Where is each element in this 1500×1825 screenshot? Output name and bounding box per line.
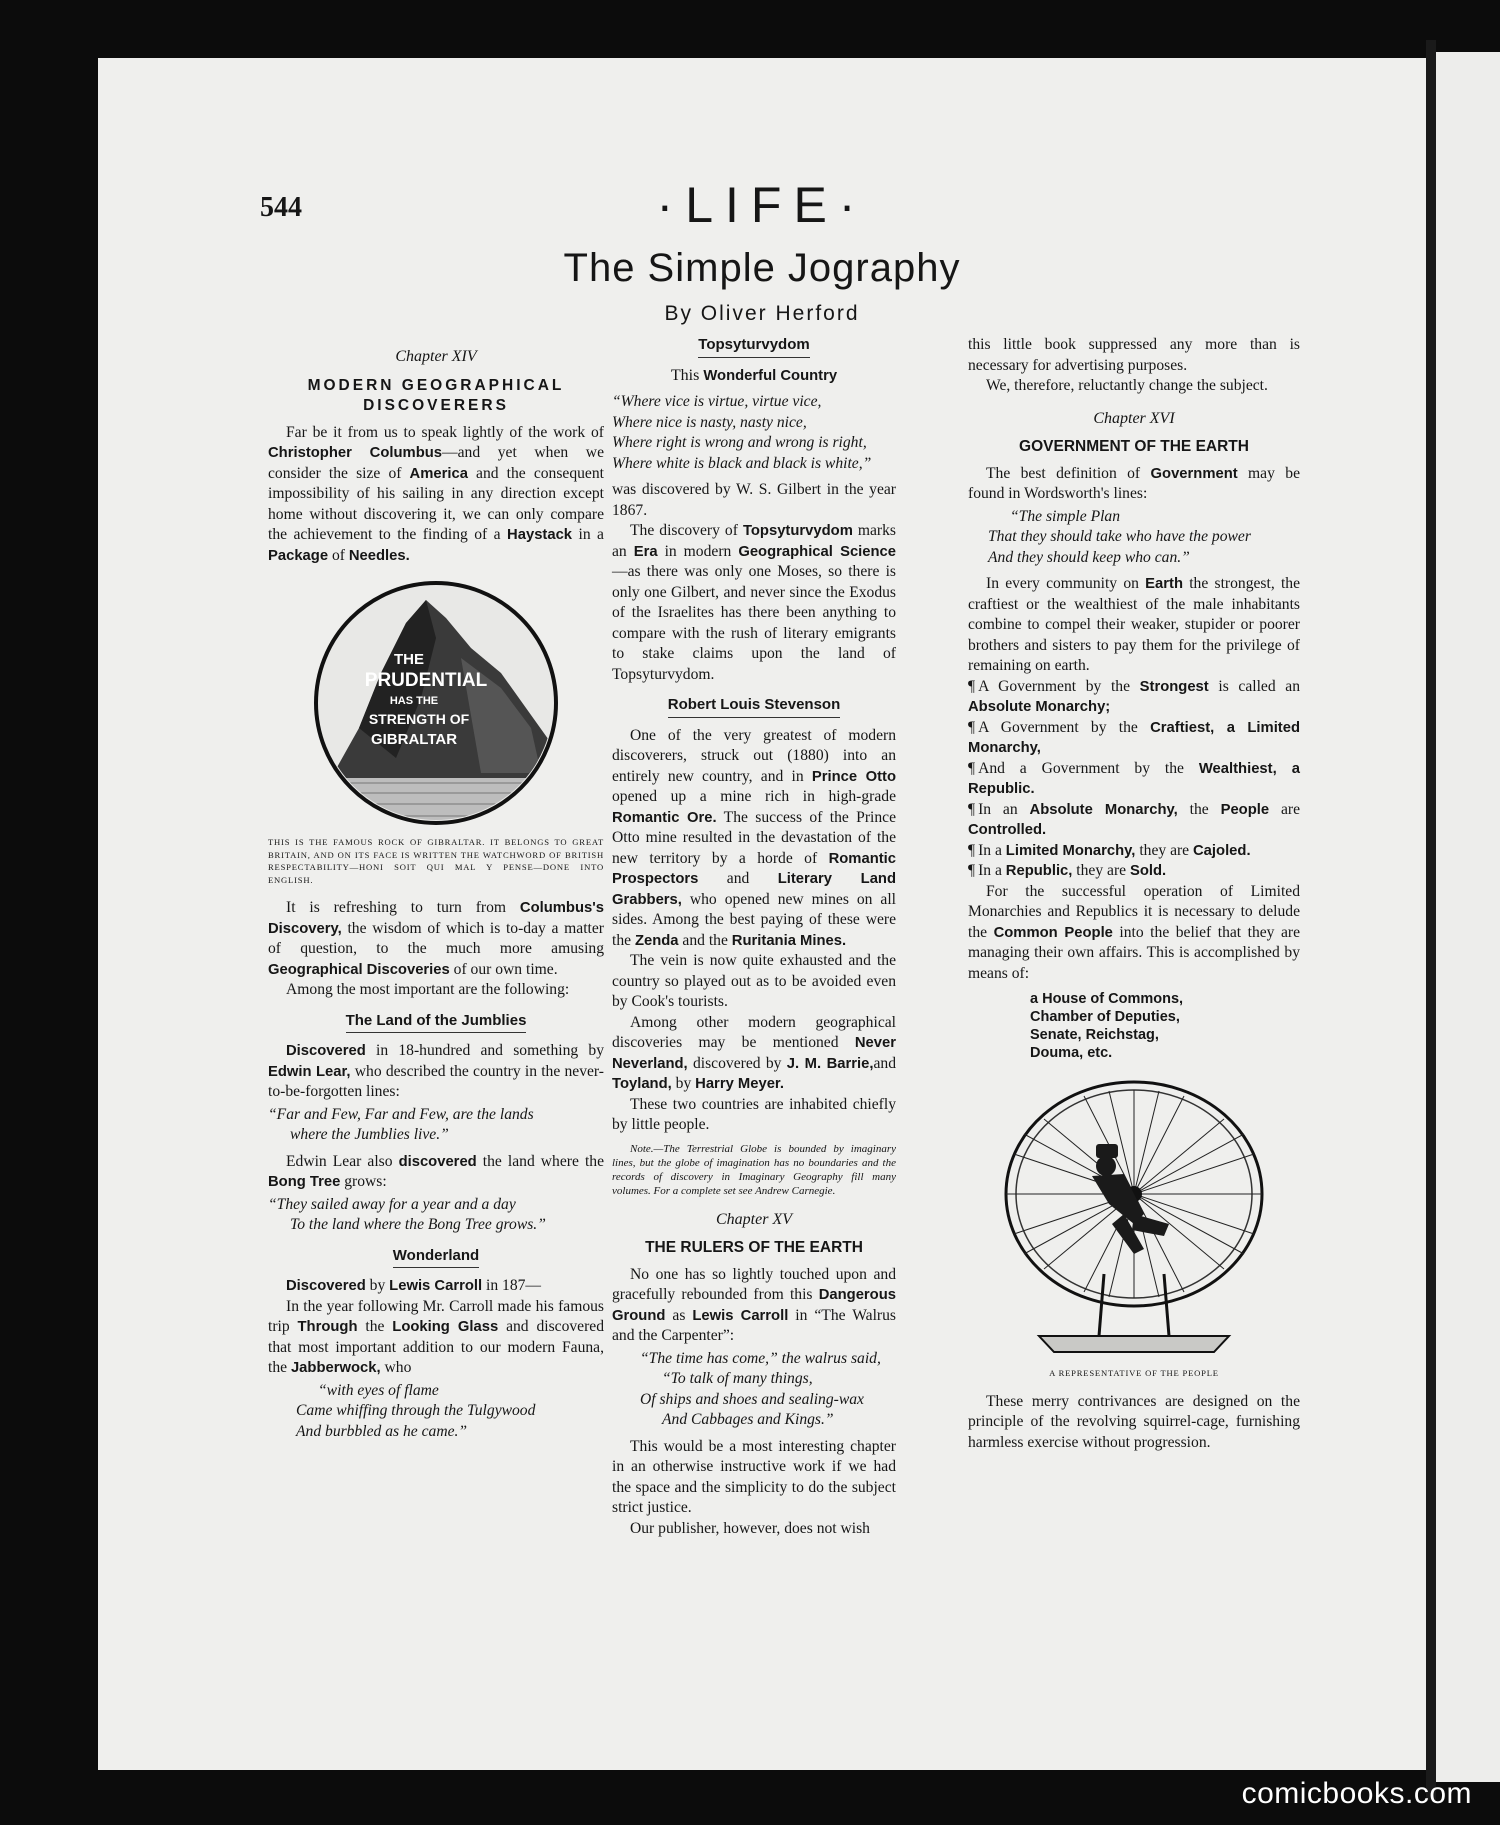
paragraph: These merry contrivances are designed on the principle of the revolving squirrel-cage, furnishing harmless exercise without progression. bbox=[968, 1392, 1300, 1451]
chapter-heading: THE RULERS OF THE EARTH bbox=[645, 1239, 863, 1256]
paragraph: No one has so lightly touched upon and gracefully rebounded from this Dangerous Ground as Lewis Carroll in “The Walrus and the Carpenter”: bbox=[612, 1265, 896, 1344]
chapter-label: Chapter XIV bbox=[395, 348, 477, 365]
paragraph: Discovered in 18-hundred and something by Edwin Lear, who described the country in the never-to-be-forgotten lines: bbox=[268, 1042, 604, 1100]
paragraph: Our publisher, however, does not wish bbox=[630, 1519, 870, 1537]
paragraph: Among the most important are the following: bbox=[286, 981, 570, 998]
pilcrow-paragraph: ¶ In a Republic, they are Sold. bbox=[968, 862, 1167, 879]
column-3 bbox=[968, 335, 1300, 1453]
verse-quote: “They sailed away for a year and a day To the land where the Bong Tree grows.” bbox=[268, 1195, 546, 1233]
verse-quote: “The time has come,” the walrus said, “To talk of many things, Of ships and shoes and sealing-wax And Cabbages and Kings.” bbox=[640, 1349, 881, 1428]
page-number: 544 bbox=[260, 192, 302, 223]
paragraph: One of the very greatest of modern discoverers, struck out (1880) into an entirely new country, and in Prince Otto opened up a mine rich in high-grade Romantic Ore. The success of the Prince Otto mine resulted in the devastation of the new territory by a horde of Romantic Prospectors and Literary Land Grabbers, who opened new mines on all sides. Among the best paying of these were the Zenda and the Ruritania Mines. bbox=[612, 726, 896, 949]
illustration-text-prudential: PRUDENTIAL bbox=[364, 670, 488, 691]
paragraph: Discovered by Lewis Carroll in 187— bbox=[286, 1277, 542, 1294]
paragraph: In every community on Earth the strongest, the craftiest or the wealthiest of the male inhabitants combine to compel their weaker, stupider or poorer brothers and sisters to pay them for the privilege of remaining on earth. bbox=[968, 575, 1300, 674]
column-1 bbox=[268, 335, 604, 1448]
section-heading: This Wonderful Country bbox=[670, 366, 838, 384]
chapter-label: Chapter XV bbox=[716, 1210, 792, 1228]
illustration-text-has: HAS THE bbox=[389, 695, 439, 707]
subheading-wonderland: Wonderland bbox=[393, 1246, 479, 1269]
byline: By Oliver Herford bbox=[664, 302, 860, 325]
paragraph: In the year following Mr. Carroll made his famous trip Through the Looking Glass and discovered that most important addition to our modern Fauna, the Jabberwock, who bbox=[268, 1297, 604, 1376]
pilcrow-paragraph: ¶ A Government by the Craftiest, a Limited Monarchy, bbox=[968, 718, 1301, 756]
subheading-jumblies: The Land of the Jumblies bbox=[346, 1011, 527, 1034]
gibraltar-illustration bbox=[311, 578, 561, 828]
paragraph: The best definition of Government may be found in Wordsworth's lines: bbox=[968, 464, 1300, 502]
pilcrow-paragraph: ¶ In an Absolute Monarchy, the People are Controlled. bbox=[968, 800, 1301, 838]
adjacent-page-edge bbox=[1436, 52, 1500, 1782]
page-gutter bbox=[1426, 40, 1436, 1800]
paragraph: For the successful operation of Limited Monarchies and Republics it is necessary to delude the Common People into the belief that they are managing their own affairs. This is accomplished by means of: bbox=[968, 882, 1301, 982]
subheading-topsyturvydom: Topsyturvydom bbox=[698, 335, 809, 358]
illustration-caption: A REPRESENTATIVE OF THE PEOPLE bbox=[1049, 1368, 1219, 1378]
squirrel-cage-illustration bbox=[984, 1074, 1284, 1359]
watermark: comicbooks.com bbox=[1241, 1777, 1472, 1810]
column-2 bbox=[612, 335, 896, 1539]
footnote: Note.—The Terrestrial Globe is bounded by imaginary lines, but the globe of imagination has no boundaries and the records of discovery in Imaginary Geography fill many volumes. For a complete set see Andrew Carnegie. bbox=[612, 1142, 896, 1197]
masthead: ·LIFE· bbox=[656, 177, 868, 233]
verse-quote: “Where vice is virtue, virtue vice, Where nice is nasty, nasty nice, Where right is wrong and wrong is right, Where white is black and black is white,” bbox=[612, 393, 872, 472]
paragraph: It is refreshing to turn from Columbus's Discovery, the wisdom of which is to-day a matter of question, to the much more amusing Geographical Discoveries of our own time. bbox=[268, 899, 604, 978]
legislature-list: a House of Commons, Chamber of Deputies, Senate, Reichstag, Douma, etc. bbox=[1030, 991, 1184, 1061]
paragraph: Edwin Lear also discovered the land where the Bong Tree grows: bbox=[268, 1152, 604, 1190]
pilcrow-paragraph: ¶ A Government by the Strongest is called an Absolute Monarchy; bbox=[968, 677, 1300, 715]
paragraph: Among other modern geographical discoveries may be mentioned Never Neverland, discovered by J. M. Barrie,and Toyland, by Harry Meyer. bbox=[612, 1013, 896, 1092]
chapter-label: Chapter XVI bbox=[1093, 409, 1175, 427]
pilcrow-paragraph: ¶ And a Government by the Wealthiest, a Republic. bbox=[968, 759, 1301, 797]
illustration-caption: THIS IS THE FAMOUS ROCK OF GIBRALTAR. IT BELONGS TO GREAT BRITAIN, AND ON ITS FACE IS WRITTEN THE WATCHWORD OF BRITISH RESPECTABILITY—HONI SOIT QUI MAL Y PENSE—DONE INTO ENGLISH. bbox=[268, 837, 604, 885]
subheading-stevenson: Robert Louis Stevenson bbox=[668, 695, 841, 718]
paragraph: The vein is now quite exhausted and the country so played out as to be avoided even by Cook's tourists. bbox=[612, 952, 896, 1010]
chapter-heading: MODERN GEOGRAPHICAL DISCOVERERS bbox=[307, 376, 565, 414]
illustration-text-the: THE bbox=[394, 651, 424, 668]
paragraph: The discovery of Topsyturvydom marks an Era in modern Geographical Science —as there was only one Moses, so there is only one Gilbert, and never since the Exodus of the Israelites has there been anything to compare with the rush of literary emigrants to stake claims upon the land of Topsyturvydom. bbox=[612, 522, 897, 683]
chapter-heading: GOVERNMENT OF THE EARTH bbox=[1019, 438, 1249, 455]
paragraph: This would be a most interesting chapter in an otherwise instructive work if we had the space and the simplicity to do the subject strict justice. bbox=[612, 1437, 896, 1516]
pilcrow-paragraph: ¶ In a Limited Monarchy, they are Cajoled. bbox=[968, 841, 1251, 859]
paragraph: These two countries are inhabited chiefly by little people. bbox=[612, 1095, 896, 1133]
verse-quote: “Far and Few, Far and Few, are the lands where the Jumblies live.” bbox=[268, 1105, 534, 1143]
scan-border bbox=[0, 0, 98, 1825]
paragraph: Far be it from us to speak lightly of the work of Christopher Columbus—and yet when we consider the size of America and the consequent impossibility of his sailing in any direction except home without discovering it, we can only compare the achievement to the finding of a Haystack in a Package of Needles. bbox=[268, 423, 604, 564]
illustration-text-strength: STRENGTH OF bbox=[368, 711, 470, 727]
verse-quote: “with eyes of flame Came whiffing through the Tulgywood And burbbled as he came.” bbox=[296, 1381, 536, 1440]
paragraph: was discovered by W. S. Gilbert in the year 1867. bbox=[612, 481, 896, 519]
illustration-text-gibraltar: GIBRALTAR bbox=[370, 731, 458, 748]
paragraph: this little book suppressed any more than is necessary for advertising purposes. bbox=[968, 336, 1300, 374]
verse-quote: “The simple Plan That they should take who have the power And they should keep who can.” bbox=[988, 507, 1251, 566]
paragraph: We, therefore, reluctantly change the subject. bbox=[986, 377, 1268, 394]
article-title: The Simple Jography bbox=[563, 246, 961, 290]
